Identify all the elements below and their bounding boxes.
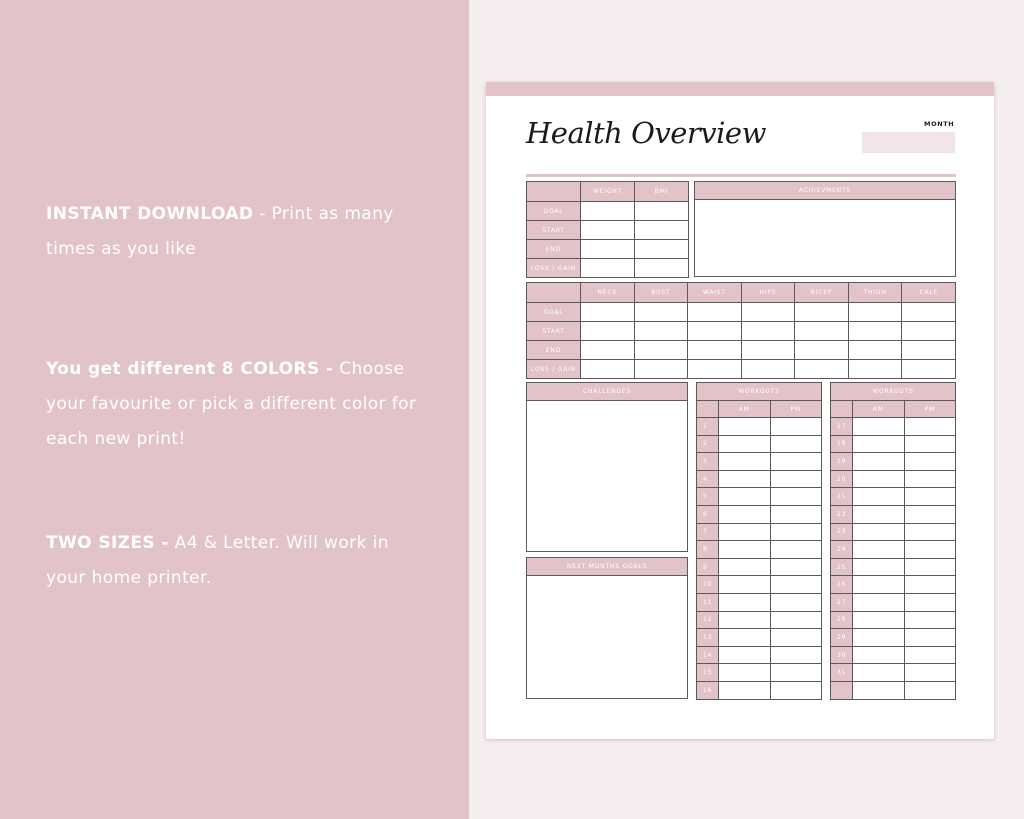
- measure-cell[interactable]: [902, 322, 956, 341]
- day-number: 8: [697, 541, 719, 559]
- measure-cell[interactable]: [688, 360, 742, 379]
- measure-cell[interactable]: [848, 322, 902, 341]
- corner-cell: [697, 401, 719, 418]
- corner-cell: [527, 283, 581, 303]
- workout-am-cell[interactable]: [853, 611, 905, 629]
- table-row: [831, 593, 956, 611]
- measure-cell[interactable]: [795, 303, 849, 322]
- workout-pm-cell[interactable]: [770, 505, 822, 523]
- measure-cell[interactable]: [741, 303, 795, 322]
- measure-cell[interactable]: [795, 322, 849, 341]
- workout-am-cell[interactable]: [719, 453, 771, 471]
- workout-pm-cell[interactable]: [770, 629, 822, 647]
- promo-colors: You get different 8 COLORS - Choose your favourite or pick a different color for each new print!: [46, 359, 417, 449]
- day-number: 3: [697, 453, 719, 471]
- row-label-start: START: [527, 322, 581, 341]
- day-number: 21: [831, 488, 853, 506]
- workout-pm-cell[interactable]: [770, 453, 822, 471]
- table-row: [697, 629, 822, 647]
- workouts-table-2: [830, 382, 956, 700]
- table-row: [697, 646, 822, 664]
- table-row: [697, 576, 822, 594]
- table-row: [831, 611, 956, 629]
- table-row: [697, 593, 822, 611]
- workout-am-cell[interactable]: [853, 523, 905, 541]
- measure-cell[interactable]: [581, 341, 635, 360]
- workout-am-cell[interactable]: [853, 505, 905, 523]
- month-label: MONTH: [924, 120, 955, 128]
- workout-pm-cell[interactable]: [904, 505, 956, 523]
- table-row: [831, 488, 956, 506]
- table-row: [831, 576, 956, 594]
- day-number: 26: [831, 576, 853, 594]
- day-number: 20: [831, 470, 853, 488]
- measure-cell[interactable]: [848, 341, 902, 360]
- weight-table: [526, 181, 689, 278]
- weight-goal-cell[interactable]: [581, 202, 635, 221]
- day-number: 6: [697, 505, 719, 523]
- workout-am-cell[interactable]: [719, 558, 771, 576]
- next-months-goals-box[interactable]: [526, 557, 688, 699]
- header-am: AM: [853, 401, 905, 418]
- workout-pm-cell[interactable]: [770, 523, 822, 541]
- row-label-loss-gain: LOSS / GAIN: [527, 259, 581, 278]
- measure-cell[interactable]: [902, 341, 956, 360]
- header-bust: BUST: [634, 283, 688, 303]
- table-row: [697, 453, 822, 471]
- title-divider: [526, 174, 956, 177]
- workout-pm-cell[interactable]: [770, 611, 822, 629]
- workout-am-cell[interactable]: [853, 681, 905, 699]
- workout-pm-cell[interactable]: [904, 593, 956, 611]
- header-waist: WAIST: [688, 283, 742, 303]
- measure-cell[interactable]: [688, 322, 742, 341]
- measure-cell[interactable]: [741, 322, 795, 341]
- workout-am-cell[interactable]: [719, 523, 771, 541]
- day-number: 23: [831, 523, 853, 541]
- day-number: [831, 681, 853, 699]
- measure-cell[interactable]: [795, 360, 849, 379]
- day-number: 15: [697, 664, 719, 682]
- day-number: 16: [697, 681, 719, 699]
- workout-pm-cell[interactable]: [904, 611, 956, 629]
- header-neck: NECK: [581, 283, 635, 303]
- table-row: [831, 558, 956, 576]
- day-number: 12: [697, 611, 719, 629]
- header-am: AM: [719, 401, 771, 418]
- row-label-loss-gain: LOSS / GAIN: [527, 360, 581, 379]
- day-number: 18: [831, 435, 853, 453]
- day-number: 31: [831, 664, 853, 682]
- planner-sheet: [486, 82, 994, 739]
- table-row: [697, 681, 822, 699]
- workout-am-cell[interactable]: [853, 558, 905, 576]
- bmi-goal-cell[interactable]: [635, 202, 689, 221]
- table-row: [697, 611, 822, 629]
- header-pm: PM: [770, 401, 822, 418]
- measure-cell[interactable]: [634, 360, 688, 379]
- workout-am-cell[interactable]: [719, 681, 771, 699]
- workout-am-cell[interactable]: [719, 611, 771, 629]
- measure-cell[interactable]: [581, 303, 635, 322]
- day-number: 27: [831, 593, 853, 611]
- workout-pm-cell[interactable]: [770, 435, 822, 453]
- workout-pm-cell[interactable]: [770, 646, 822, 664]
- day-number: 22: [831, 505, 853, 523]
- promo-instant-download: INSTANT DOWNLOAD - Print as many times as you like: [46, 204, 394, 259]
- corner-cell: [831, 401, 853, 418]
- table-row: [831, 541, 956, 559]
- table-row: [831, 629, 956, 647]
- workout-am-cell[interactable]: [719, 593, 771, 611]
- table-row: [831, 453, 956, 471]
- workout-pm-cell[interactable]: [904, 629, 956, 647]
- day-number: 24: [831, 541, 853, 559]
- table-row: [831, 505, 956, 523]
- day-number: 4: [697, 470, 719, 488]
- workout-am-cell[interactable]: [853, 541, 905, 559]
- measurements-table: [526, 282, 956, 379]
- workout-am-cell[interactable]: [719, 488, 771, 506]
- workout-pm-cell[interactable]: [904, 523, 956, 541]
- promo-sizes: TWO SIZES - A4 & Letter. Will work in your home printer.: [46, 533, 389, 588]
- measure-cell[interactable]: [581, 322, 635, 341]
- table-row: [697, 664, 822, 682]
- table-row: [831, 435, 956, 453]
- measure-cell[interactable]: [741, 360, 795, 379]
- table-row: [831, 418, 956, 436]
- row-label-end: END: [527, 240, 581, 259]
- measure-cell[interactable]: [688, 303, 742, 322]
- month-field[interactable]: [862, 132, 955, 153]
- day-number: 9: [697, 558, 719, 576]
- workout-pm-cell[interactable]: [904, 576, 956, 594]
- measure-cell[interactable]: [634, 341, 688, 360]
- workout-am-cell[interactable]: [853, 488, 905, 506]
- header-thigh: THIGH: [848, 283, 902, 303]
- day-number: 19: [831, 453, 853, 471]
- workout-pm-cell[interactable]: [770, 664, 822, 682]
- table-row: [831, 681, 956, 699]
- measure-cell[interactable]: [581, 360, 635, 379]
- bmi-start-cell[interactable]: [635, 221, 689, 240]
- day-number: 7: [697, 523, 719, 541]
- workout-am-cell[interactable]: [719, 470, 771, 488]
- table-row: [697, 558, 822, 576]
- table-row: [831, 470, 956, 488]
- next-months-goals-header: NEXT MONTHS GOALS: [527, 558, 687, 576]
- workout-pm-cell[interactable]: [904, 664, 956, 682]
- table-row: [697, 470, 822, 488]
- workout-am-cell[interactable]: [719, 505, 771, 523]
- workouts-table-1: [696, 382, 822, 700]
- row-label-goal: GOAL: [527, 202, 581, 221]
- measure-cell[interactable]: [688, 341, 742, 360]
- measure-cell[interactable]: [848, 303, 902, 322]
- bmi-loss-gain-cell[interactable]: [635, 259, 689, 278]
- measure-cell[interactable]: [741, 341, 795, 360]
- day-number: 29: [831, 629, 853, 647]
- header-calf: CALF: [902, 283, 956, 303]
- challenges-header: CHALLENGES: [527, 383, 687, 401]
- workout-am-cell[interactable]: [853, 418, 905, 436]
- sheet-top-bar: [486, 82, 994, 96]
- row-label-start: START: [527, 221, 581, 240]
- header-pm: PM: [904, 401, 956, 418]
- achievements-header: ACHIEVMENTS: [695, 182, 955, 200]
- workout-pm-cell[interactable]: [904, 453, 956, 471]
- table-row: [831, 523, 956, 541]
- workout-am-cell[interactable]: [719, 629, 771, 647]
- workouts-header: WORKOUTS: [697, 383, 822, 401]
- header-bicep: BICEP: [795, 283, 849, 303]
- workout-pm-cell[interactable]: [770, 681, 822, 699]
- table-row: [697, 523, 822, 541]
- workout-am-cell[interactable]: [853, 576, 905, 594]
- day-number: 11: [697, 593, 719, 611]
- table-row: [697, 488, 822, 506]
- measure-cell[interactable]: [795, 341, 849, 360]
- weight-start-cell[interactable]: [581, 221, 635, 240]
- table-row: [697, 418, 822, 436]
- workout-am-cell[interactable]: [719, 664, 771, 682]
- achievements-box[interactable]: [694, 181, 956, 277]
- workout-pm-cell[interactable]: [904, 646, 956, 664]
- workout-am-cell[interactable]: [853, 629, 905, 647]
- row-label-end: END: [527, 341, 581, 360]
- workout-am-cell[interactable]: [719, 418, 771, 436]
- weight-end-cell[interactable]: [581, 240, 635, 259]
- workout-pm-cell[interactable]: [770, 593, 822, 611]
- day-number: 13: [697, 629, 719, 647]
- workout-am-cell[interactable]: [719, 541, 771, 559]
- workout-am-cell[interactable]: [853, 470, 905, 488]
- workout-pm-cell[interactable]: [904, 418, 956, 436]
- day-number: 10: [697, 576, 719, 594]
- workout-pm-cell[interactable]: [770, 470, 822, 488]
- day-number: 14: [697, 646, 719, 664]
- table-row: [831, 664, 956, 682]
- measure-cell[interactable]: [634, 322, 688, 341]
- workout-am-cell[interactable]: [853, 646, 905, 664]
- workout-pm-cell[interactable]: [904, 541, 956, 559]
- workout-pm-cell[interactable]: [904, 488, 956, 506]
- workout-am-cell[interactable]: [719, 576, 771, 594]
- workout-pm-cell[interactable]: [904, 681, 956, 699]
- workout-pm-cell[interactable]: [770, 488, 822, 506]
- workout-am-cell[interactable]: [719, 646, 771, 664]
- day-number: 30: [831, 646, 853, 664]
- weight-loss-gain-cell[interactable]: [581, 259, 635, 278]
- workout-pm-cell[interactable]: [770, 541, 822, 559]
- page-title: Health Overview: [526, 116, 766, 150]
- measure-cell[interactable]: [848, 360, 902, 379]
- day-number: 5: [697, 488, 719, 506]
- workout-am-cell[interactable]: [853, 593, 905, 611]
- header-hips: HIPS: [741, 283, 795, 303]
- day-number: 17: [831, 418, 853, 436]
- promo-panel: [0, 0, 469, 819]
- workout-am-cell[interactable]: [853, 453, 905, 471]
- day-number: 25: [831, 558, 853, 576]
- day-number: 1: [697, 418, 719, 436]
- table-row: [831, 646, 956, 664]
- workout-pm-cell[interactable]: [904, 558, 956, 576]
- workouts-header: WORKOUTS: [831, 383, 956, 401]
- workout-pm-cell[interactable]: [770, 418, 822, 436]
- header-weight: WEIGHT: [581, 182, 635, 202]
- workout-am-cell[interactable]: [853, 435, 905, 453]
- day-number: 2: [697, 435, 719, 453]
- measure-cell[interactable]: [634, 303, 688, 322]
- bmi-end-cell[interactable]: [635, 240, 689, 259]
- table-row: [697, 505, 822, 523]
- workout-am-cell[interactable]: [853, 664, 905, 682]
- workout-pm-cell[interactable]: [770, 558, 822, 576]
- header-bmi: BMI: [635, 182, 689, 202]
- day-number: 28: [831, 611, 853, 629]
- workout-pm-cell[interactable]: [904, 435, 956, 453]
- workout-am-cell[interactable]: [719, 435, 771, 453]
- corner-cell: [527, 182, 581, 202]
- challenges-box[interactable]: [526, 382, 688, 552]
- table-row: [697, 541, 822, 559]
- workout-pm-cell[interactable]: [770, 576, 822, 594]
- row-label-goal: GOAL: [527, 303, 581, 322]
- table-row: [697, 435, 822, 453]
- workout-pm-cell[interactable]: [904, 470, 956, 488]
- measure-cell[interactable]: [902, 360, 956, 379]
- measure-cell[interactable]: [902, 303, 956, 322]
